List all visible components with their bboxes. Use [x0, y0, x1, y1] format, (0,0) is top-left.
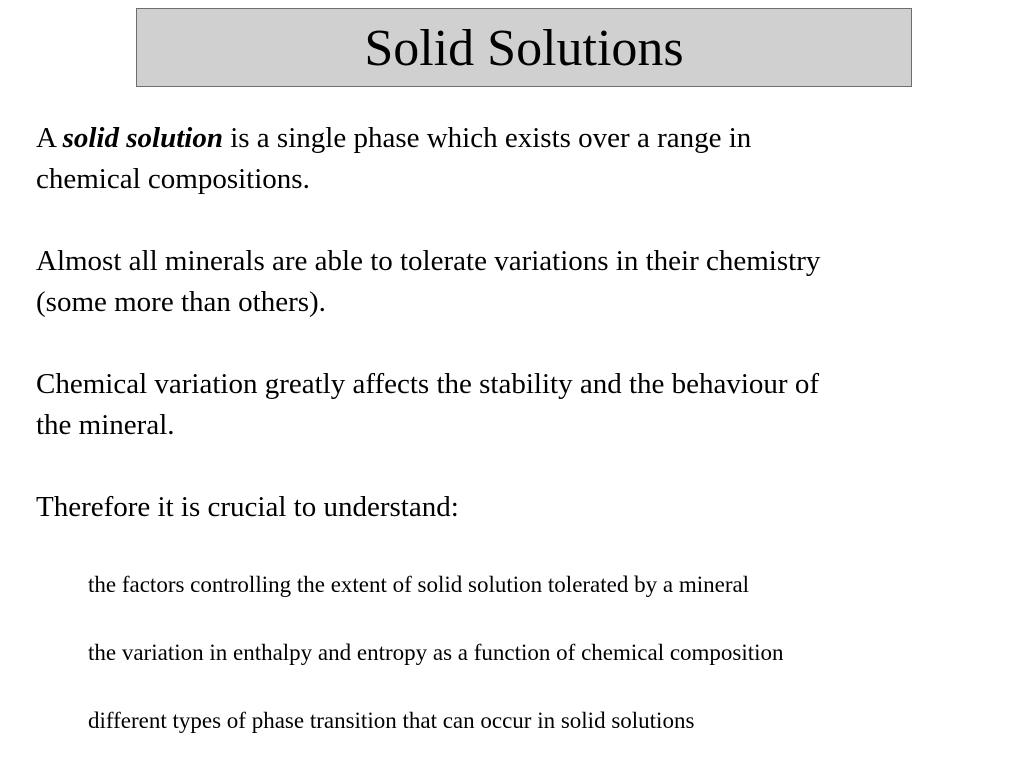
paragraph-definition-line2: chemical compositions.: [36, 163, 310, 195]
paragraph-therefore: Therefore it is crucial to understand:: [36, 491, 459, 523]
paragraph-variation: [36, 364, 996, 446]
slide-title: Solid Solutions: [364, 19, 684, 77]
paragraph-minerals-line1: Almost all minerals are able to tolerate variations in their chemistry: [36, 245, 821, 277]
sub-points-list: [88, 568, 988, 738]
paragraph-definition-rest: is a single phase which exists over a range in: [222, 122, 752, 154]
slide-body: [36, 118, 996, 528]
paragraph-variation-line2: the mineral.: [36, 409, 175, 441]
solid-solution-term: solid solution: [62, 122, 223, 154]
sub-point-factors: the factors controlling the extent of solid solution tolerated by a mineral: [88, 572, 750, 597]
paragraph-minerals: [36, 241, 996, 323]
sub-point-phase-transition: different types of phase transition that can occur in solid solutions: [88, 708, 695, 733]
sub-point-enthalpy: the variation in enthalpy and entropy as a function of chemical composition: [88, 640, 784, 665]
paragraph-definition-prefix: A: [36, 122, 63, 154]
title-box: [136, 8, 912, 87]
paragraph-minerals-line2: (some more than others).: [36, 286, 326, 318]
paragraph-definition: [36, 118, 996, 200]
paragraph-variation-line1: Chemical variation greatly affects the stability and the behaviour of: [36, 368, 819, 400]
